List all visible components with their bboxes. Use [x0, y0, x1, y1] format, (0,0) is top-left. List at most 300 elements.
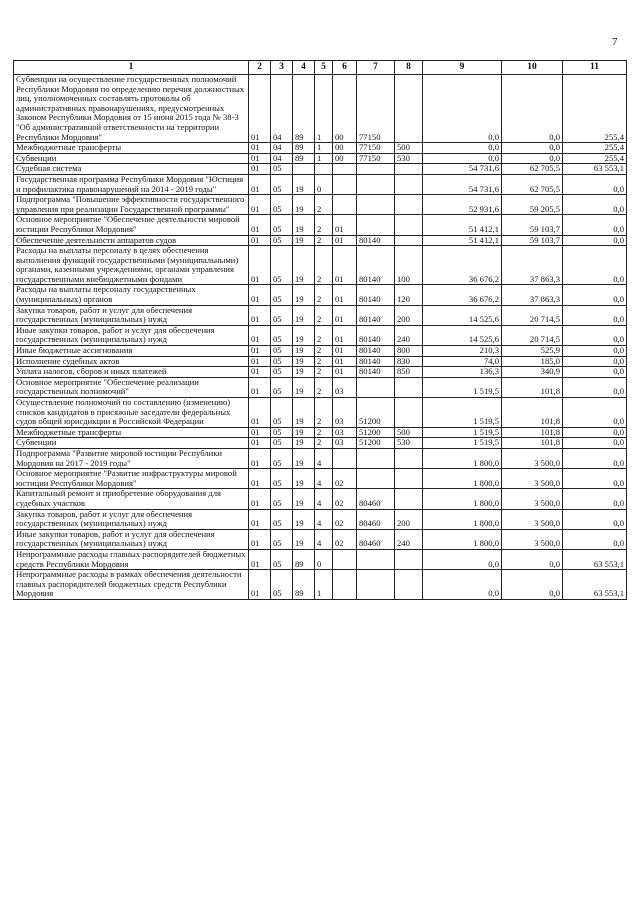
- row-name-cell: Осуществление полномочий по составлению (изменению) списков кандидатов в присяжные заседатели федеральных судов общей юрисдикции в Российской Федерации: [14, 398, 249, 428]
- code-cell: 05: [271, 549, 293, 569]
- code-cell: 01: [333, 367, 357, 378]
- code-cell: [395, 469, 423, 489]
- code-cell: 02: [333, 529, 357, 549]
- amount-cell: 0,0: [423, 75, 502, 143]
- code-cell: 00: [333, 75, 357, 143]
- code-cell: 80140: [357, 346, 395, 357]
- table-row: [14, 398, 627, 428]
- amount-cell: 0,0: [563, 235, 627, 246]
- code-cell: 05: [271, 529, 293, 549]
- amount-cell: 0,0: [563, 489, 627, 509]
- code-cell: 01: [249, 75, 271, 143]
- amount-cell: 210,3: [423, 346, 502, 357]
- code-cell: 01: [333, 246, 357, 285]
- table-row: [14, 285, 627, 305]
- code-cell: 2: [315, 346, 333, 357]
- row-name-cell: Иные закупки товаров, работ и услуг для обеспечения государственных (муниципальных) нужд: [14, 325, 249, 345]
- amount-cell: 136,3: [423, 367, 502, 378]
- amount-cell: 3 500,0: [502, 529, 563, 549]
- code-cell: [395, 448, 423, 468]
- code-cell: 19: [293, 529, 315, 549]
- amount-cell: 62 705,5: [502, 164, 563, 175]
- code-cell: [357, 164, 395, 175]
- code-cell: [395, 489, 423, 509]
- table-body: [14, 75, 627, 600]
- row-name-cell: Капитальный ремонт и приобретение оборудования для судебных участков: [14, 489, 249, 509]
- code-cell: 80460: [357, 509, 395, 529]
- code-cell: 830: [395, 356, 423, 367]
- amount-cell: 255,4: [563, 153, 627, 164]
- amount-cell: 0,0: [563, 174, 627, 194]
- code-cell: 01: [249, 529, 271, 549]
- column-header: 1: [14, 61, 249, 75]
- amount-cell: 1 800,0: [423, 469, 502, 489]
- row-name-cell: Закупка товаров, работ и услуг для обеспечения государственных (муниципальных) нужд: [14, 305, 249, 325]
- code-cell: 19: [293, 398, 315, 428]
- amount-cell: 51 412,1: [423, 215, 502, 235]
- table-row: [14, 215, 627, 235]
- amount-cell: 1 519,5: [423, 398, 502, 428]
- table-row: [14, 153, 627, 164]
- code-cell: 240: [395, 325, 423, 345]
- amount-cell: 63 553,1: [563, 549, 627, 569]
- code-cell: 01: [249, 367, 271, 378]
- code-cell: 19: [293, 509, 315, 529]
- amount-cell: 0,0: [502, 75, 563, 143]
- amount-cell: 1 519,5: [423, 377, 502, 397]
- amount-cell: 1 800,0: [423, 529, 502, 549]
- row-name-cell: Непрограммные расходы в рамках обеспечения деятельности главных распорядителей бюджетных средств Республики Мордовия: [14, 570, 249, 600]
- code-cell: 01: [249, 325, 271, 345]
- code-cell: [357, 469, 395, 489]
- code-cell: 01: [249, 235, 271, 246]
- code-cell: 01: [249, 346, 271, 357]
- code-cell: 01: [249, 489, 271, 509]
- amount-cell: 0,0: [502, 570, 563, 600]
- code-cell: 2: [315, 215, 333, 235]
- amount-cell: 0,0: [563, 325, 627, 345]
- amount-cell: 0,0: [563, 356, 627, 367]
- amount-cell: 0,0: [563, 398, 627, 428]
- code-cell: 80140: [357, 305, 395, 325]
- code-cell: 500: [395, 427, 423, 438]
- code-cell: 01: [333, 215, 357, 235]
- code-cell: 19: [293, 174, 315, 194]
- code-cell: 19: [293, 377, 315, 397]
- row-name-cell: Межбюджетные трансферты: [14, 427, 249, 438]
- code-cell: 01: [249, 153, 271, 164]
- code-cell: 100: [395, 246, 423, 285]
- code-cell: 05: [271, 174, 293, 194]
- column-header: 8: [395, 61, 423, 75]
- table-row: [14, 509, 627, 529]
- code-cell: 500: [395, 143, 423, 154]
- amount-cell: 62 705,5: [502, 174, 563, 194]
- code-cell: 530: [395, 438, 423, 449]
- row-name-cell: Субвенции: [14, 438, 249, 449]
- column-header: 10: [502, 61, 563, 75]
- amount-cell: 0,0: [423, 143, 502, 154]
- amount-cell: 0,0: [563, 529, 627, 549]
- amount-cell: 20 714,5: [502, 305, 563, 325]
- code-cell: 05: [271, 235, 293, 246]
- amount-cell: 101,8: [502, 377, 563, 397]
- code-cell: 200: [395, 509, 423, 529]
- row-name-cell: Субвенции на осуществление государственных полномочий Республики Мордовия по определению перечня должностных лиц, уполномоченных составлять протоколы об административных правонарушениях, предусмотренных Законом Республики Мордовия от 15 июня 2015 года № 38-З "Об административной ответственности на территории Республики Мордовия": [14, 75, 249, 143]
- amount-cell: 101,8: [502, 398, 563, 428]
- code-cell: 4: [315, 529, 333, 549]
- amount-cell: 51 412,1: [423, 235, 502, 246]
- amount-cell: 0,0: [563, 305, 627, 325]
- code-cell: 1: [315, 153, 333, 164]
- code-cell: 77150: [357, 75, 395, 143]
- amount-cell: 74,0: [423, 356, 502, 367]
- amount-cell: 59 205,5: [502, 195, 563, 215]
- code-cell: 01: [333, 325, 357, 345]
- code-cell: 19: [293, 305, 315, 325]
- code-cell: 01: [249, 570, 271, 600]
- code-cell: 0: [315, 549, 333, 569]
- code-cell: 2: [315, 398, 333, 428]
- column-header: 7: [357, 61, 395, 75]
- table-row: [14, 164, 627, 175]
- code-cell: 2: [315, 377, 333, 397]
- row-name-cell: Основное мероприятие "Обеспечение деятельности мировой юстиции Республики Мордовия": [14, 215, 249, 235]
- table-header-row: [14, 61, 627, 75]
- code-cell: 19: [293, 438, 315, 449]
- table-row: [14, 195, 627, 215]
- amount-cell: 1 519,5: [423, 427, 502, 438]
- code-cell: 19: [293, 356, 315, 367]
- row-name-cell: Уплата налогов, сборов и иных платежей: [14, 367, 249, 378]
- amount-cell: 0,0: [502, 153, 563, 164]
- code-cell: 2: [315, 305, 333, 325]
- code-cell: 19: [293, 448, 315, 468]
- amount-cell: 255,4: [563, 143, 627, 154]
- table-row: [14, 367, 627, 378]
- code-cell: 2: [315, 356, 333, 367]
- column-header: 6: [333, 61, 357, 75]
- table-row: [14, 246, 627, 285]
- code-cell: 03: [333, 438, 357, 449]
- code-cell: 00: [333, 153, 357, 164]
- code-cell: 80140: [357, 367, 395, 378]
- amount-cell: 52 931,6: [423, 195, 502, 215]
- code-cell: [395, 215, 423, 235]
- code-cell: 04: [271, 75, 293, 143]
- row-name-cell: Основное мероприятие "Развитие инфраструктуры мировой юстиции Республики Мордовия": [14, 469, 249, 489]
- code-cell: 800: [395, 346, 423, 357]
- code-cell: [333, 570, 357, 600]
- code-cell: 01: [333, 305, 357, 325]
- code-cell: 89: [293, 549, 315, 569]
- amount-cell: 54 731,6: [423, 174, 502, 194]
- table-row: [14, 235, 627, 246]
- amount-cell: 63 553,1: [563, 164, 627, 175]
- code-cell: [395, 570, 423, 600]
- code-cell: 80140: [357, 235, 395, 246]
- code-cell: 80140: [357, 285, 395, 305]
- amount-cell: 3 500,0: [502, 509, 563, 529]
- table-row: [14, 469, 627, 489]
- amount-cell: 0,0: [563, 215, 627, 235]
- amount-cell: 255,4: [563, 75, 627, 143]
- table-row: [14, 325, 627, 345]
- code-cell: 80140: [357, 356, 395, 367]
- code-cell: 19: [293, 325, 315, 345]
- table-row: [14, 356, 627, 367]
- amount-cell: 0,0: [423, 549, 502, 569]
- code-cell: [333, 164, 357, 175]
- code-cell: [357, 448, 395, 468]
- code-cell: 05: [271, 438, 293, 449]
- row-name-cell: Расходы на выплаты персоналу в целях обеспечения выполнения функций государственными (муниципальными) органами, казенными учреждениями, органами управления государственными внебюджетными фондами: [14, 246, 249, 285]
- amount-cell: 36 676,2: [423, 246, 502, 285]
- amount-cell: 14 525,6: [423, 325, 502, 345]
- row-name-cell: Подпрограмма "Повышение эффективности государственного управления при реализации Государственной программы": [14, 195, 249, 215]
- code-cell: 2: [315, 285, 333, 305]
- code-cell: 4: [315, 469, 333, 489]
- code-cell: 80140: [357, 325, 395, 345]
- code-cell: 51200: [357, 398, 395, 428]
- column-header: 9: [423, 61, 502, 75]
- row-name-cell: Исполнение судебных актов: [14, 356, 249, 367]
- code-cell: [395, 174, 423, 194]
- amount-cell: 101,8: [502, 438, 563, 449]
- row-name-cell: Судебная система: [14, 164, 249, 175]
- amount-cell: 525,9: [502, 346, 563, 357]
- code-cell: 01: [249, 143, 271, 154]
- table-row: [14, 346, 627, 357]
- column-header: 11: [563, 61, 627, 75]
- row-name-cell: Субвенции: [14, 153, 249, 164]
- code-cell: [395, 549, 423, 569]
- code-cell: 89: [293, 75, 315, 143]
- code-cell: 05: [271, 377, 293, 397]
- amount-cell: 1 800,0: [423, 448, 502, 468]
- code-cell: 2: [315, 438, 333, 449]
- code-cell: 89: [293, 153, 315, 164]
- code-cell: 00: [333, 143, 357, 154]
- code-cell: 01: [249, 195, 271, 215]
- amount-cell: 3 500,0: [502, 448, 563, 468]
- amount-cell: 54 731,6: [423, 164, 502, 175]
- code-cell: [333, 549, 357, 569]
- code-cell: [395, 195, 423, 215]
- code-cell: 2: [315, 195, 333, 215]
- amount-cell: 1 800,0: [423, 509, 502, 529]
- code-cell: 77150: [357, 153, 395, 164]
- code-cell: 01: [249, 305, 271, 325]
- code-cell: 2: [315, 325, 333, 345]
- table-row: [14, 448, 627, 468]
- code-cell: 1: [315, 75, 333, 143]
- code-cell: 240: [395, 529, 423, 549]
- code-cell: 120: [395, 285, 423, 305]
- code-cell: 05: [271, 346, 293, 357]
- code-cell: 05: [271, 305, 293, 325]
- row-name-cell: Иные закупки товаров, работ и услуг для обеспечения государственных (муниципальных) нужд: [14, 529, 249, 549]
- code-cell: [315, 164, 333, 175]
- code-cell: [357, 377, 395, 397]
- code-cell: 19: [293, 489, 315, 509]
- code-cell: 02: [333, 509, 357, 529]
- code-cell: 2: [315, 367, 333, 378]
- amount-cell: 1 800,0: [423, 489, 502, 509]
- code-cell: 03: [333, 427, 357, 438]
- code-cell: 19: [293, 235, 315, 246]
- code-cell: 01: [249, 438, 271, 449]
- table-row: [14, 427, 627, 438]
- row-name-cell: Подпрограмма "Развитие мировой юстиции Республики Мордовия на 2017 - 2019 годы": [14, 448, 249, 468]
- code-cell: 05: [271, 570, 293, 600]
- code-cell: 19: [293, 367, 315, 378]
- code-cell: [357, 549, 395, 569]
- amount-cell: 101,8: [502, 427, 563, 438]
- code-cell: 89: [293, 143, 315, 154]
- code-cell: 2: [315, 427, 333, 438]
- code-cell: [357, 570, 395, 600]
- code-cell: 89: [293, 570, 315, 600]
- code-cell: 05: [271, 448, 293, 468]
- table-row: [14, 174, 627, 194]
- code-cell: 1: [315, 570, 333, 600]
- code-cell: [333, 448, 357, 468]
- amount-cell: 3 500,0: [502, 489, 563, 509]
- amount-cell: 59 103,7: [502, 215, 563, 235]
- code-cell: 01: [249, 215, 271, 235]
- column-header: 5: [315, 61, 333, 75]
- code-cell: 01: [249, 377, 271, 397]
- code-cell: 01: [249, 427, 271, 438]
- code-cell: [357, 215, 395, 235]
- code-cell: 19: [293, 285, 315, 305]
- table-row: [14, 570, 627, 600]
- budget-table: [13, 60, 627, 600]
- code-cell: 4: [315, 448, 333, 468]
- table-row: [14, 305, 627, 325]
- code-cell: [293, 164, 315, 175]
- code-cell: 04: [271, 153, 293, 164]
- table-row: [14, 549, 627, 569]
- code-cell: 02: [333, 469, 357, 489]
- amount-cell: 0,0: [563, 438, 627, 449]
- amount-cell: 36 676,2: [423, 285, 502, 305]
- code-cell: 19: [293, 215, 315, 235]
- row-name-cell: Закупка товаров, работ и услуг для обеспечения государственных (муниципальных) нужд: [14, 509, 249, 529]
- code-cell: 05: [271, 489, 293, 509]
- code-cell: 19: [293, 346, 315, 357]
- table-row: [14, 377, 627, 397]
- amount-cell: 340,9: [502, 367, 563, 378]
- amount-cell: 37 863,3: [502, 246, 563, 285]
- table-row: [14, 489, 627, 509]
- code-cell: 4: [315, 489, 333, 509]
- code-cell: 01: [249, 469, 271, 489]
- code-cell: 05: [271, 285, 293, 305]
- code-cell: 01: [249, 398, 271, 428]
- code-cell: 01: [249, 549, 271, 569]
- code-cell: 200: [395, 305, 423, 325]
- row-name-cell: Основное мероприятие "Обеспечение реализации государственных полномочий": [14, 377, 249, 397]
- amount-cell: 0,0: [563, 195, 627, 215]
- code-cell: 51200: [357, 427, 395, 438]
- code-cell: 850: [395, 367, 423, 378]
- code-cell: 05: [271, 215, 293, 235]
- column-header: 4: [293, 61, 315, 75]
- column-header: 3: [271, 61, 293, 75]
- amount-cell: 1 519,5: [423, 438, 502, 449]
- amount-cell: 0,0: [423, 570, 502, 600]
- code-cell: 05: [271, 325, 293, 345]
- code-cell: 05: [271, 509, 293, 529]
- code-cell: [357, 174, 395, 194]
- code-cell: 19: [293, 246, 315, 285]
- row-name-cell: Расходы на выплаты персоналу государственных (муниципальных) органов: [14, 285, 249, 305]
- column-header: 2: [249, 61, 271, 75]
- code-cell: [333, 174, 357, 194]
- code-cell: 530: [395, 153, 423, 164]
- code-cell: [333, 195, 357, 215]
- code-cell: 05: [271, 164, 293, 175]
- table-row: [14, 438, 627, 449]
- amount-cell: 185,0: [502, 356, 563, 367]
- code-cell: 01: [249, 174, 271, 194]
- code-cell: 03: [333, 398, 357, 428]
- table-row: [14, 75, 627, 143]
- code-cell: 19: [293, 427, 315, 438]
- code-cell: 80460: [357, 529, 395, 549]
- code-cell: 19: [293, 195, 315, 215]
- amount-cell: 0,0: [563, 346, 627, 357]
- code-cell: 03: [333, 377, 357, 397]
- code-cell: 01: [249, 164, 271, 175]
- amount-cell: 63 553,1: [563, 570, 627, 600]
- code-cell: 80460: [357, 489, 395, 509]
- amount-cell: 0,0: [563, 367, 627, 378]
- code-cell: 05: [271, 469, 293, 489]
- code-cell: [357, 195, 395, 215]
- code-cell: [395, 235, 423, 246]
- amount-cell: 0,0: [563, 427, 627, 438]
- code-cell: 01: [249, 285, 271, 305]
- amount-cell: 0,0: [563, 377, 627, 397]
- code-cell: 01: [333, 346, 357, 357]
- amount-cell: 0,0: [563, 246, 627, 285]
- amount-cell: 0,0: [563, 509, 627, 529]
- amount-cell: 14 525,6: [423, 305, 502, 325]
- code-cell: 1: [315, 143, 333, 154]
- code-cell: 01: [249, 246, 271, 285]
- code-cell: 05: [271, 195, 293, 215]
- code-cell: 01: [333, 235, 357, 246]
- code-cell: 05: [271, 427, 293, 438]
- code-cell: 19: [293, 469, 315, 489]
- table-row: [14, 143, 627, 154]
- amount-cell: 0,0: [502, 549, 563, 569]
- code-cell: 2: [315, 235, 333, 246]
- code-cell: 01: [249, 356, 271, 367]
- amount-cell: 0,0: [563, 469, 627, 489]
- code-cell: [395, 377, 423, 397]
- row-name-cell: Иные бюджетные ассигнования: [14, 346, 249, 357]
- amount-cell: 20 714,5: [502, 325, 563, 345]
- code-cell: 05: [271, 356, 293, 367]
- table-row: [14, 529, 627, 549]
- code-cell: 4: [315, 509, 333, 529]
- code-cell: 01: [333, 285, 357, 305]
- row-name-cell: Государственная программа Республики Мордовия "Юстиция и профилактика правонарушений на 2014 - 2019 годы": [14, 174, 249, 194]
